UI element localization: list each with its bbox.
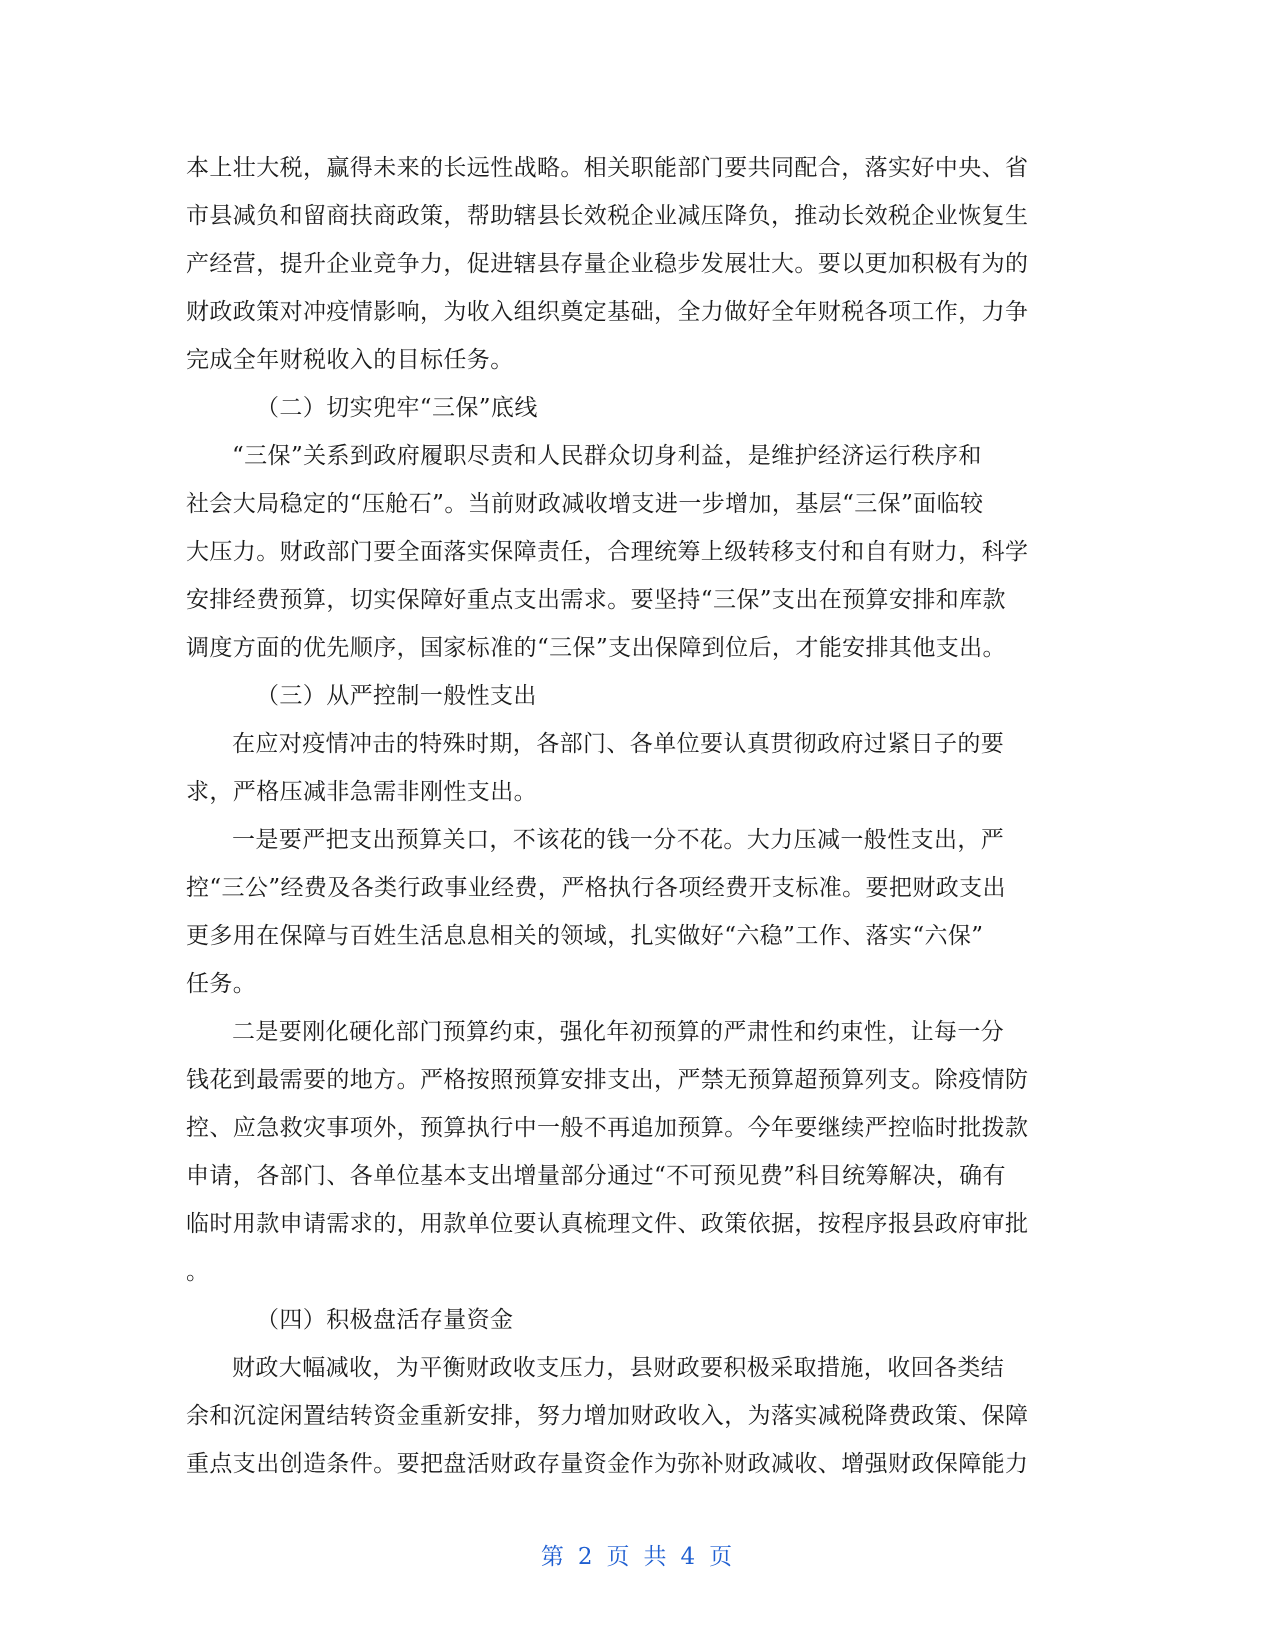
body-line: “三保”关系到政府履职尽责和人民群众切身利益，是维护经济运行秩序和 — [232, 443, 982, 469]
body-line: 大压力。财政部门要全面落实保障责任，合理统筹上级转移支付和自有财力，科学 — [186, 539, 1029, 565]
body-line: 临时用款申请需求的，用款单位要认真梳理文件、政策依据，按程序报县政府审批 — [186, 1211, 1029, 1237]
footer-suffix: 页 — [709, 1544, 735, 1570]
body-line: 财政大幅减收，为平衡财政收支压力，县财政要积极采取措施，收回各类结 — [232, 1355, 1005, 1381]
body-line: 余和沉淀闲置结转资金重新安排，努力增加财政收入，为落实减税降费政策、保障 — [186, 1403, 1029, 1429]
body-line: 。 — [186, 1259, 210, 1285]
body-line: 市县减负和留商扶商政策，帮助辖县长效税企业减压降负，推动长效税企业恢复生 — [186, 203, 1029, 229]
body-line: 控、应急救灾事项外，预算执行中一般不再追加预算。今年要继续严控临时批拨款 — [186, 1115, 1029, 1141]
body-line: 财政政策对冲疫情影响，为收入组织奠定基础，全力做好全年财税各项工作，力争 — [186, 299, 1029, 325]
footer-page-number: 2 — [577, 1544, 595, 1570]
section-heading-2: （二）切实兜牢“三保”底线 — [256, 395, 538, 421]
body-line: 二是要刚化硬化部门预算约束，强化年初预算的严肃性和约束性，让每一分 — [232, 1019, 1005, 1045]
body-line: 调度方面的优先顺序，国家标准的“三保”支出保障到位后，才能安排其他支出。 — [186, 635, 1006, 661]
body-line: 产经营，提升企业竞争力，促进辖县存量企业稳步发展壮大。要以更加积极有为的 — [186, 251, 1029, 277]
body-line: 完成全年财税收入的目标任务。 — [186, 347, 514, 373]
section-heading-3: （三）从严控制一般性支出 — [256, 683, 537, 709]
body-line: 社会大局稳定的“压舱石”。当前财政减收增支进一步增加，基层“三保”面临较 — [186, 491, 984, 517]
body-line: 在应对疫情冲击的特殊时期，各部门、各单位要认真贯彻政府过紧日子的要 — [232, 731, 1005, 757]
body-line: 一是要严把支出预算关口，不该花的钱一分不花。大力压减一般性支出，严 — [232, 827, 1005, 853]
body-line: 申请，各部门、各单位基本支出增量部分通过“不可预见费”科目统筹解决，确有 — [186, 1163, 1006, 1189]
body-line: 求，严格压减非急需非刚性支出。 — [186, 779, 537, 805]
footer-total-prefix: 共 — [643, 1544, 669, 1570]
document-body — [186, 144, 1090, 1488]
body-line: 本上壮大税，赢得未来的长远性战略。相关职能部门要共同配合，落实好中央、省 — [186, 155, 1029, 181]
page-footer — [0, 1538, 1275, 1571]
footer-total-pages: 4 — [680, 1544, 698, 1570]
body-line: 控“三公”经费及各类行政事业经费，严格执行各项经费开支标准。要把财政支出 — [186, 875, 1006, 901]
body-line: 任务。 — [186, 971, 257, 997]
section-heading-4: （四）积极盘活存量资金 — [256, 1307, 514, 1333]
footer-page-unit: 页 — [606, 1544, 632, 1570]
body-line: 重点支出创造条件。要把盘活财政存量资金作为弥补财政减收、增强财政保障能力 — [186, 1451, 1029, 1477]
body-line: 安排经费预算，切实保障好重点支出需求。要坚持“三保”支出在预算安排和库款 — [186, 587, 1006, 613]
body-line: 钱花到最需要的地方。严格按照预算安排支出，严禁无预算超预算列支。除疫情防 — [186, 1067, 1029, 1093]
footer-prefix: 第 — [540, 1544, 566, 1570]
body-line: 更多用在保障与百姓生活息息相关的领域，扎实做好“六稳”工作、落实“六保” — [186, 923, 984, 949]
